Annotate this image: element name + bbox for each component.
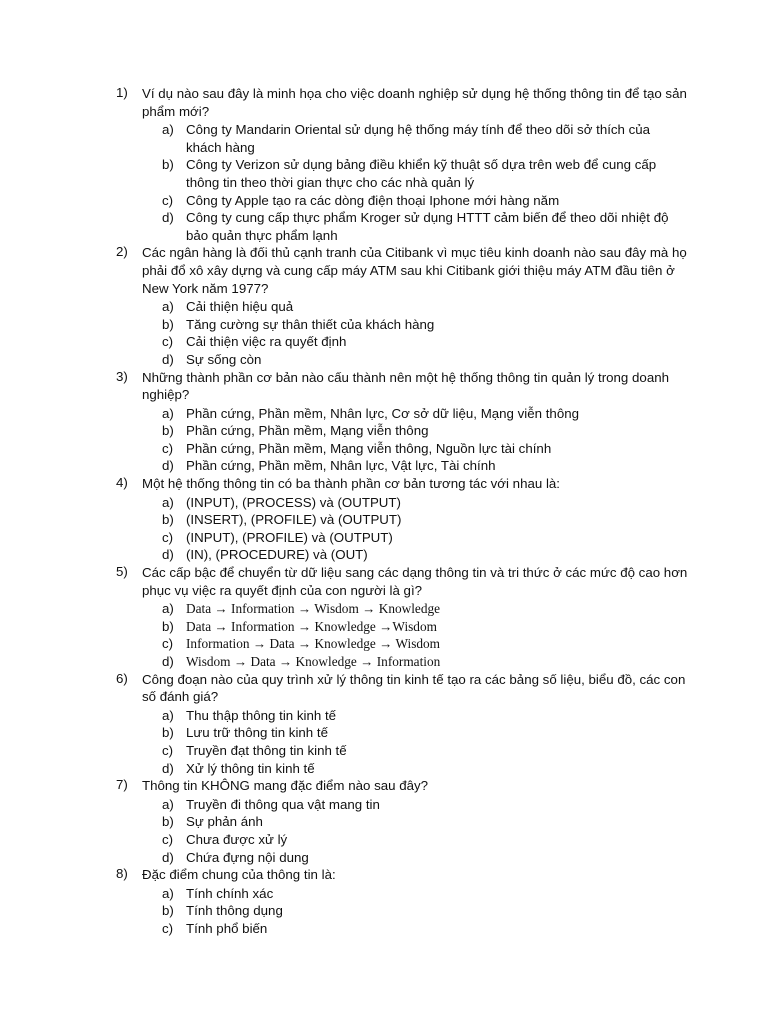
option-label: a)	[162, 707, 174, 723]
option-label: a)	[162, 885, 174, 901]
option-label: b)	[162, 903, 174, 919]
option-text: Information → Data → Knowledge → Wisdom	[186, 636, 441, 652]
answer-option	[142, 209, 688, 244]
option-label: d)	[162, 351, 174, 367]
option-text: Sự phản ánh	[186, 814, 263, 830]
question-number: 2)	[116, 244, 128, 260]
answer-options	[142, 796, 688, 866]
option-label: c)	[162, 440, 174, 456]
answer-option	[142, 192, 688, 210]
option-text: Công ty Verizon sử dụng bảng điều khiển kỹ thuật số dựa trên web để cung cấp thông tin theo thời gian thực cho các nhà quản lý	[186, 157, 657, 190]
option-label: d)	[162, 210, 174, 226]
answer-option	[142, 885, 688, 903]
option-text: Data → Information → Wisdom → Knowledge	[186, 601, 441, 617]
option-label: c)	[162, 192, 174, 208]
option-text: Tính thông dụng	[186, 903, 283, 919]
question-number: 8)	[116, 866, 128, 882]
option-text: Tính chính xác	[186, 885, 274, 901]
option-label: a)	[162, 405, 174, 421]
question-number: 3)	[116, 368, 128, 384]
answer-options	[142, 121, 688, 244]
answer-option	[142, 635, 688, 653]
question-text: Đặc điểm chung của thông tin là:	[142, 867, 336, 883]
answer-option	[142, 600, 688, 618]
question-text: Ví dụ nào sau đây là minh họa cho việc doanh nghiệp sử dụng hệ thống thông tin để tạo sản phẩm mới?	[142, 86, 687, 119]
option-label: b)	[162, 316, 174, 332]
answer-option	[142, 760, 688, 778]
question-text: Một hệ thống thông tin có ba thành phần cơ bản tương tác với nhau là:	[142, 476, 560, 492]
option-text: Phần cứng, Phần mềm, Nhân lực, Cơ sở dữ liệu, Mạng viễn thông	[186, 405, 580, 421]
option-text: (INSERT), (PROFILE) và (OUTPUT)	[186, 512, 402, 528]
question-item	[116, 777, 688, 866]
answer-option	[142, 546, 688, 564]
answer-option	[142, 156, 688, 191]
question-text: Công đoạn nào của quy trình xử lý thông tin kinh tế tạo ra các bảng số liệu, biểu đồ, các con số đánh giá?	[142, 671, 686, 705]
option-label: a)	[162, 494, 174, 510]
question-number: 5)	[116, 564, 128, 580]
option-text: Phần cứng, Phần mềm, Mạng viễn thông, Nguồn lực tài chính	[186, 440, 552, 456]
answer-option	[142, 494, 688, 512]
answer-option	[142, 920, 688, 938]
answer-option	[142, 298, 688, 316]
option-text: Chưa được xử lý	[186, 831, 288, 847]
option-text: (INPUT), (PROCESS) và (OUTPUT)	[186, 494, 401, 510]
question-number: 6)	[116, 670, 128, 686]
option-text: Phần cứng, Phần mềm, Nhân lực, Vật lực, Tài chính	[186, 458, 496, 474]
option-label: b)	[162, 157, 174, 173]
option-label: d)	[162, 547, 174, 563]
answer-option	[142, 351, 688, 369]
option-text: Phần cứng, Phần mềm, Mạng viễn thông	[186, 423, 429, 439]
question-number: 7)	[116, 777, 128, 793]
option-text: Sự sống còn	[186, 351, 262, 367]
option-text: Thu thập thông tin kinh tế	[186, 707, 337, 723]
question-text: Các ngân hàng là đối thủ cạnh tranh của Citibank vì mục tiêu kinh doanh nào sau đây mà họ phải đổ xô xây dựng và cung cấp máy ATM sau khi Citibank giới thiệu máy ATM đầu tiên ở New York năm 1977?	[142, 245, 687, 296]
option-label: a)	[162, 601, 174, 617]
option-text: Truyền đạt thông tin kinh tế	[186, 742, 347, 758]
question-item	[116, 671, 688, 778]
answer-option	[142, 121, 688, 156]
option-text: Wisdom → Data → Knowledge → Information	[186, 654, 441, 669]
option-text: Tính phổ biến	[186, 920, 268, 936]
answer-options	[142, 707, 688, 777]
option-label: c)	[162, 636, 174, 652]
answer-option	[142, 707, 688, 725]
option-text: Data → Information → Knowledge →Wisdom	[186, 618, 437, 634]
answer-option	[142, 511, 688, 529]
answer-options	[142, 885, 688, 938]
question-text: Các cấp bậc để chuyển từ dữ liệu sang các dạng thông tin và tri thức ở các mức độ cao hơn phục vụ việc ra quyết định của con người là gì?	[142, 565, 688, 598]
option-label: d)	[162, 849, 174, 865]
option-label: c)	[162, 920, 174, 936]
option-label: c)	[162, 529, 174, 545]
option-label: a)	[162, 299, 174, 315]
question-item	[116, 564, 688, 671]
answer-option	[142, 849, 688, 867]
option-text: Công ty cung cấp thực phẩm Kroger sử dụng HTTT cảm biến để theo dõi nhiệt độ bảo quản thực phẩm lạnh	[186, 210, 669, 243]
option-text: Cải thiện việc ra quyết định	[186, 334, 347, 350]
option-text: Công ty Apple tạo ra các dòng điện thoại Iphone mới hàng năm	[186, 192, 560, 208]
option-label: c)	[162, 831, 174, 847]
answer-option	[142, 724, 688, 742]
option-label: d)	[162, 760, 174, 776]
answer-option	[142, 405, 688, 423]
option-label: a)	[162, 796, 174, 812]
answer-options	[142, 298, 688, 368]
answer-option	[142, 529, 688, 547]
option-text: Xử lý thông tin kinh tế	[186, 760, 315, 776]
option-label: c)	[162, 334, 174, 350]
answer-option	[142, 796, 688, 814]
option-text: Truyền đi thông qua vật mang tin	[186, 796, 380, 812]
answer-option	[142, 457, 688, 475]
question-number: 4)	[116, 475, 128, 491]
option-text: Tăng cường sự thân thiết của khách hàng	[186, 316, 435, 332]
question-number: 1)	[116, 85, 128, 100]
answer-option	[142, 422, 688, 440]
answer-option	[142, 316, 688, 334]
answer-option	[142, 653, 688, 671]
option-text: (INPUT), (PROFILE) và (OUTPUT)	[186, 529, 393, 545]
question-item	[116, 866, 688, 937]
question-item	[116, 85, 688, 244]
option-text: Chứa đựng nội dung	[186, 849, 309, 865]
answer-options	[142, 405, 688, 475]
option-text: Lưu trữ thông tin kinh tế	[186, 725, 328, 741]
answer-option	[142, 813, 688, 831]
answer-option	[142, 440, 688, 458]
answer-option	[142, 902, 688, 920]
answer-options	[142, 600, 688, 670]
option-label: b)	[162, 725, 174, 741]
question-text: Thông tin KHÔNG mang đặc điểm nào sau đây?	[142, 778, 429, 794]
option-label: d)	[162, 458, 174, 474]
option-label: b)	[162, 423, 174, 439]
question-text: Những thành phần cơ bản nào cấu thành nên một hệ thống thông tin quản lý trong doanh nghiệp?	[142, 369, 669, 403]
answer-options	[142, 494, 688, 564]
answer-option	[142, 333, 688, 351]
option-text: Công ty Mandarin Oriental sử dụng hệ thống máy tính để theo dõi sở thích của khách hàng	[186, 122, 651, 155]
question-item	[116, 244, 688, 368]
answer-option	[142, 618, 688, 636]
option-label: a)	[162, 122, 174, 138]
option-label: b)	[162, 814, 174, 830]
option-label: c)	[162, 742, 174, 758]
option-text: Cải thiện hiệu quả	[186, 299, 294, 315]
option-text: (IN), (PROCEDURE) và (OUT)	[186, 547, 368, 563]
question-item	[116, 369, 688, 476]
option-label: b)	[162, 618, 174, 634]
option-label: d)	[162, 654, 174, 669]
question-item	[116, 475, 688, 564]
option-label: b)	[162, 512, 174, 528]
answer-option	[142, 742, 688, 760]
answer-option	[142, 831, 688, 849]
